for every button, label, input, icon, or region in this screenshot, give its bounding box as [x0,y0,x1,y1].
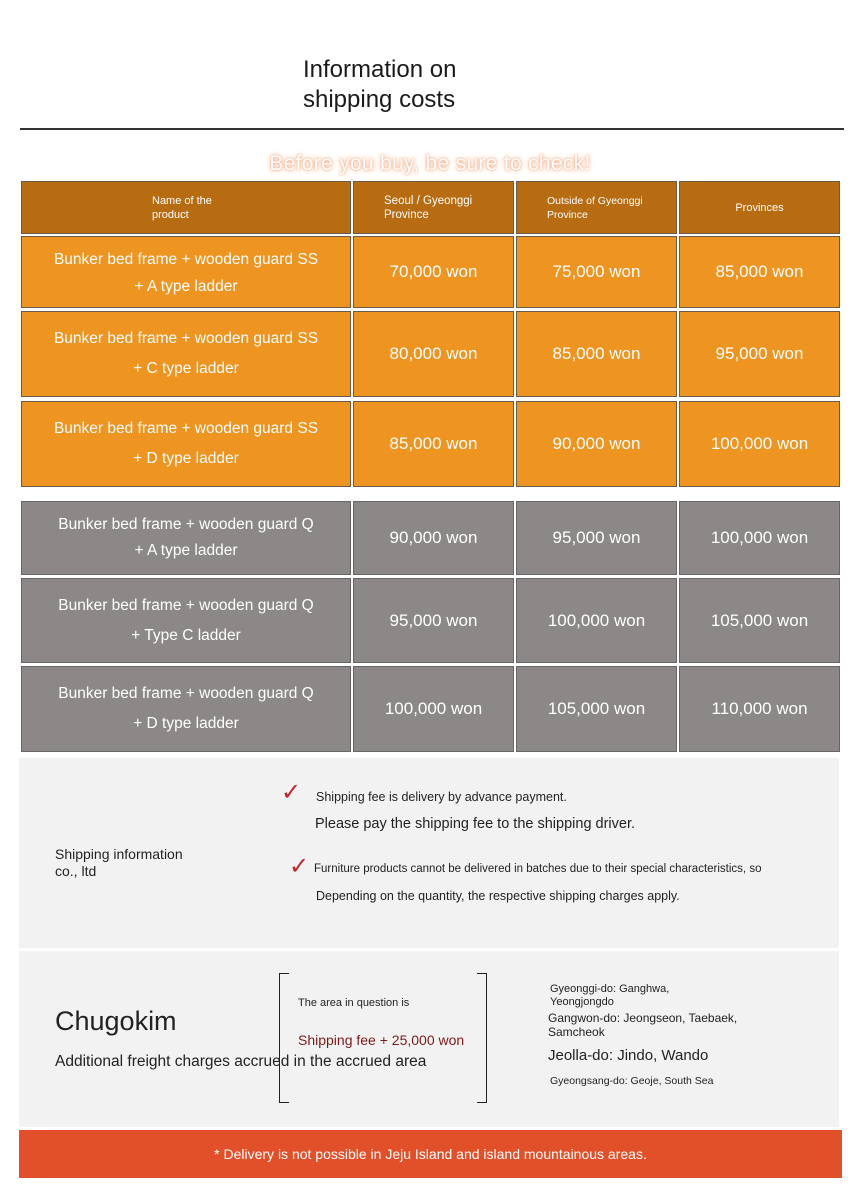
delivery-restriction-text: * Delivery is not possible in Jeju Island and island mountainous areas. [214,1146,647,1162]
header-product-name: Name of the product [21,181,351,234]
page-title [303,55,456,115]
table-row-6-outside-price: 105,000 won [516,666,677,752]
region-gangwon: Gangwon-do: Jeongseon, Taebaek, Samcheok [548,1011,738,1039]
table-row-6-seoul-price: 100,000 won [353,666,514,752]
table-row-5-outside-price: 100,000 won [516,578,677,663]
title-line-1: Information on [303,56,457,83]
surcharge-title: Chugokim [55,1006,177,1036]
table-row-4-outside-price: 95,000 won [516,501,677,575]
area-label: The area in question is [298,997,410,1009]
shipping-info-line-3: Furniture products cannot be delivered in batches due to their special characteristics, so [314,863,762,875]
left-bracket [279,973,289,1103]
table-row-5-seoul-price: 95,000 won [353,578,514,663]
table-row-3-provinces-price: 100,000 won [679,401,840,487]
region-jeolla: Jeolla-do: Jindo, Wando [548,1047,709,1064]
table-row-1-outside-price: 75,000 won [516,236,677,308]
shipping-info-line-2: Please pay the shipping fee to the shipping driver. [315,816,636,832]
shipping-info-line-4: Depending on the quantity, the respective shipping charges apply. [316,889,680,903]
table-row-6-name: Bunker bed frame + wooden guard Q + D type ladder [21,666,351,752]
table-row-1-name: Bunker bed frame + wooden guard SS + A type ladder [21,236,351,308]
table-row-4-seoul-price: 90,000 won [353,501,514,575]
title-divider [20,128,844,130]
shipping-info-label: Shipping information co., ltd [55,846,183,879]
surcharge-panel [19,951,839,1127]
shipping-info-panel [19,758,839,948]
table-row-5-provinces-price: 105,000 won [679,578,840,663]
region-gyeonggi: Gyeonggi-do: Ganghwa, Yeongjongdo [550,983,670,1008]
table-row-4-name: Bunker bed frame + wooden guard Q + A type ladder [21,501,351,575]
table-row-2-outside-price: 85,000 won [516,311,677,397]
check-icon: ✓ [289,853,310,880]
surcharge-subtitle: Additional freight charges accrued in the accrued area [55,1053,427,1070]
table-row-5-name: Bunker bed frame + wooden guard Q + Type C ladder [21,578,351,663]
table-row-2-provinces-price: 95,000 won [679,311,840,397]
header-provinces: Provinces [679,181,840,234]
table-row-2-name: Bunker bed frame + wooden guard SS + C type ladder [21,311,351,397]
region-gyeongsang: Gyeongsang-do: Geoje, South Sea [550,1075,714,1087]
right-bracket [477,973,487,1103]
surcharge-fee: Shipping fee + 25,000 won [298,1032,465,1048]
shipping-info-line-1: Shipping fee is delivery by advance payment. [316,790,567,804]
header-outside-gyeonggi: Outside of Gyeonggi Province [516,181,677,234]
title-line-2: shipping costs [303,86,456,113]
table-row-3-seoul-price: 85,000 won [353,401,514,487]
table-row-3-outside-price: 90,000 won [516,401,677,487]
table-row-1-seoul-price: 70,000 won [353,236,514,308]
table-row-2-seoul-price: 80,000 won [353,311,514,397]
check-icon: ✓ [281,779,302,806]
header-seoul-gyeonggi: Seoul / Gyeonggi Province [353,181,514,234]
table-row-4-provinces-price: 100,000 won [679,501,840,575]
check-notice: Before you buy, be sure to check! [269,152,591,175]
table-row-3-name: Bunker bed frame + wooden guard SS + D type ladder [21,401,351,487]
delivery-restriction-banner [19,1130,842,1178]
table-row-6-provinces-price: 110,000 won [679,666,840,752]
table-row-1-provinces-price: 85,000 won [679,236,840,308]
